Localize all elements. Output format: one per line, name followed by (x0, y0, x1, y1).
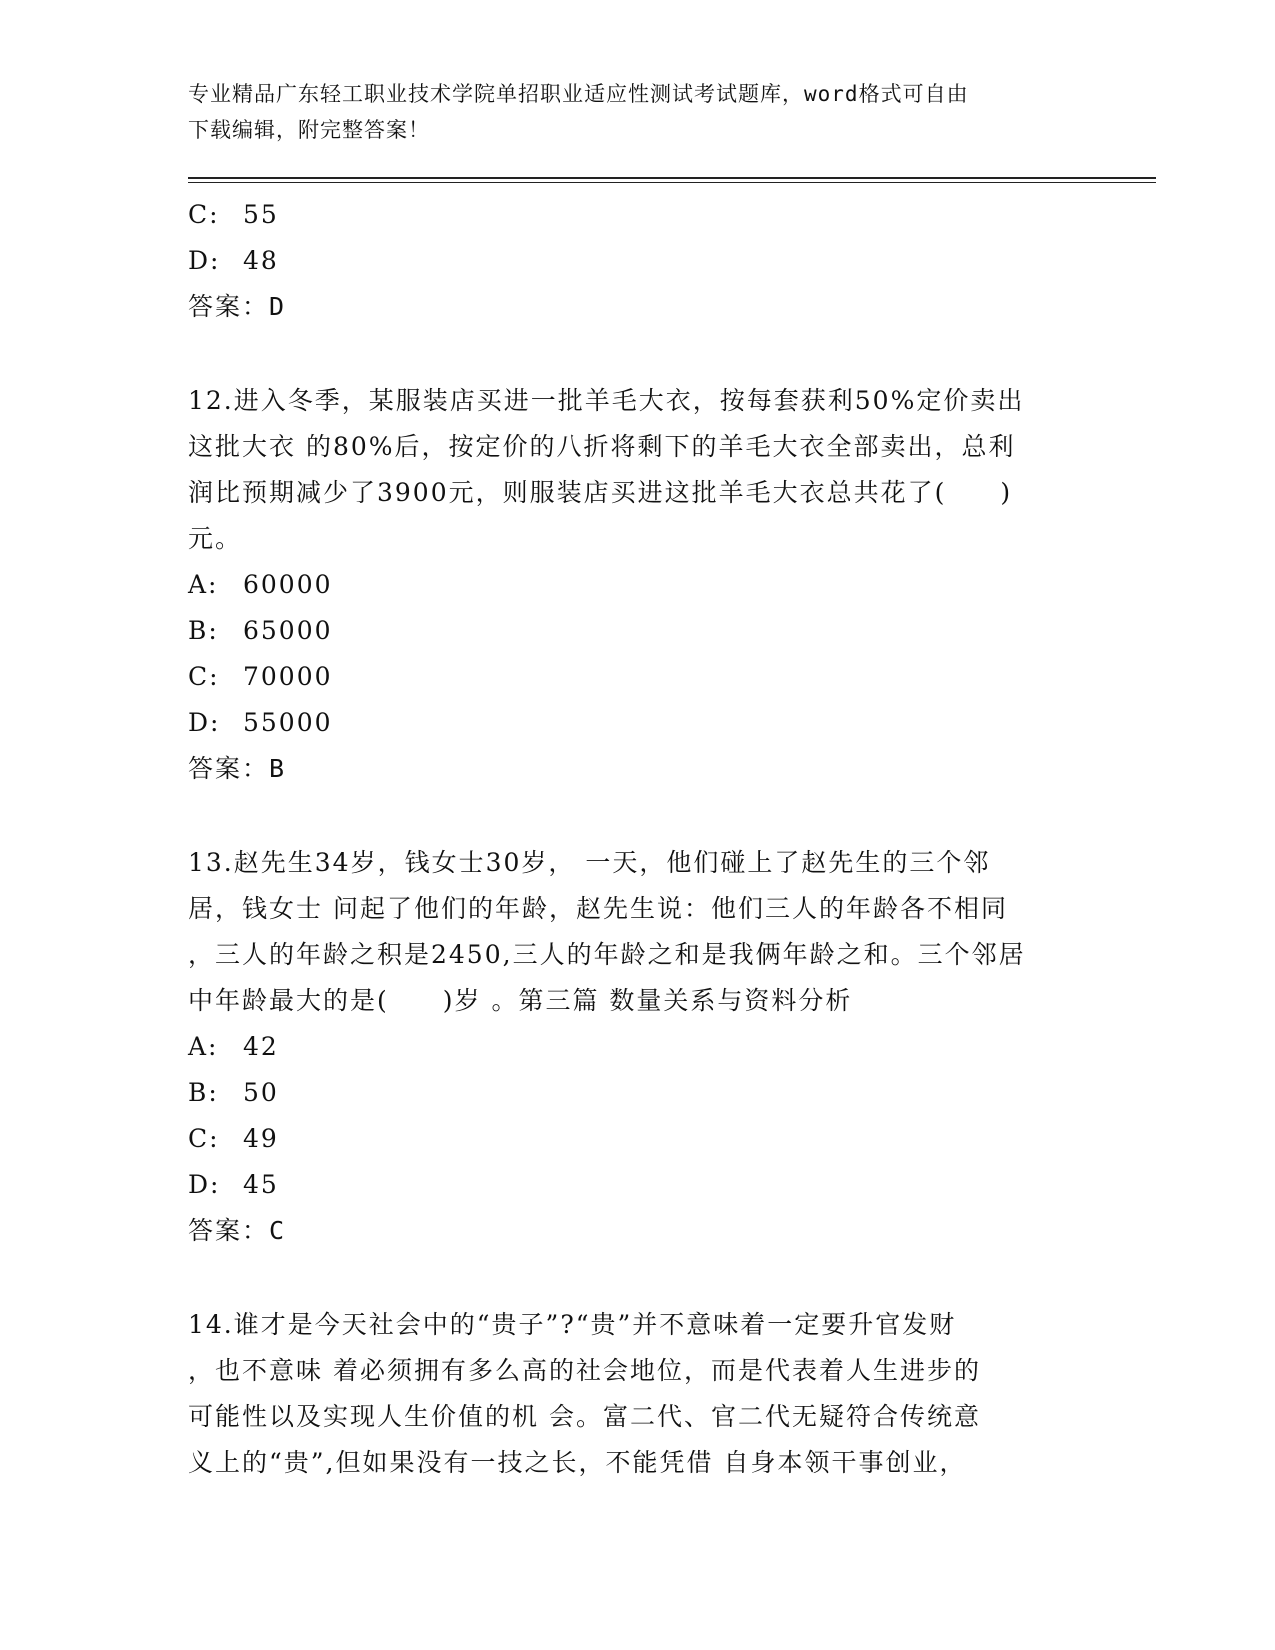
option-a (188, 562, 1088, 608)
document-body (188, 192, 1088, 1486)
option-value: 70000 (243, 662, 333, 691)
question-14 (188, 1302, 1088, 1486)
header-line-1: 专业精品广东轻工职业技术学院单招职业适应性测试考试题库，word格式可自由 (188, 82, 969, 106)
option-letter: C: (188, 1124, 220, 1153)
question-text-line: 12.进入冬季，某服装店买进一批羊毛大衣，按每套获利50%定价卖出 (188, 386, 1025, 415)
option-d (188, 238, 1088, 284)
option-value: 48 (243, 246, 279, 275)
option-c (188, 654, 1088, 700)
option-value: 60000 (243, 570, 333, 599)
option-letter: D: (188, 708, 221, 737)
answer-line: 答案：D (188, 292, 287, 321)
option-letter: A: (188, 570, 219, 599)
option-value: 55000 (243, 708, 333, 737)
option-value: 49 (243, 1124, 279, 1153)
question-text-line: 可能性以及实现人生价值的机 会。富二代、官二代无疑符合传统意 (188, 1402, 981, 1431)
option-letter: B: (188, 1078, 219, 1107)
header-line-2: 下载编辑，附完整答案！ (188, 118, 430, 142)
option-d (188, 700, 1088, 746)
document-header (188, 76, 1068, 148)
option-d (188, 1162, 1088, 1208)
option-letter: C: (188, 200, 220, 229)
header-divider-thick (188, 177, 1156, 179)
question-text-line: 这批大衣 的80%后，按定价的八折将剩下的羊毛大衣全部卖出，总利 (188, 432, 1016, 461)
question-text-line: 润比预期减少了3900元，则服装店买进这批羊毛大衣总共花了( ) (188, 478, 1013, 507)
option-value: 65000 (243, 616, 333, 645)
option-value: 45 (243, 1170, 279, 1199)
option-letter: C: (188, 662, 220, 691)
option-letter: D: (188, 1170, 221, 1199)
answer-line: 答案：C (188, 1216, 287, 1245)
option-value: 55 (243, 200, 279, 229)
option-c (188, 192, 1088, 238)
question-12 (188, 378, 1088, 792)
option-b (188, 608, 1088, 654)
option-letter: D: (188, 246, 221, 275)
option-a (188, 1024, 1088, 1070)
question-text-line: 居，钱女士 问起了他们的年龄，赵先生说：他们三人的年龄各不相同 (188, 894, 1008, 923)
question-text-line: 义上的“贵”,但如果没有一技之长，不能凭借 自身本领干事创业， (188, 1448, 967, 1477)
option-letter: A: (188, 1032, 219, 1061)
question-text-line: 中年龄最大的是( )岁 。第三篇 数量关系与资料分析 (188, 986, 853, 1015)
answer-line: 答案：B (188, 754, 287, 783)
question-13 (188, 840, 1088, 1254)
question-text-line: ，三人的年龄之积是2450,三人的年龄之和是我俩年龄之和。三个邻居 (188, 940, 1026, 969)
question-text-line: ，也不意味 着必须拥有多么高的社会地位，而是代表着人生进步的 (188, 1356, 981, 1385)
option-b (188, 1070, 1088, 1116)
option-value: 42 (243, 1032, 279, 1061)
header-divider-thin (188, 182, 1156, 183)
question-text-line: 元。 (188, 524, 243, 553)
option-letter: B: (188, 616, 219, 645)
question-text-line: 14.谁才是今天社会中的“贵子”?“贵”并不意味着一定要升官发财 (188, 1310, 957, 1339)
question-text-line: 13.赵先生34岁，钱女士30岁， 一天，他们碰上了赵先生的三个邻 (188, 848, 991, 877)
option-c (188, 1116, 1088, 1162)
option-value: 50 (243, 1078, 279, 1107)
